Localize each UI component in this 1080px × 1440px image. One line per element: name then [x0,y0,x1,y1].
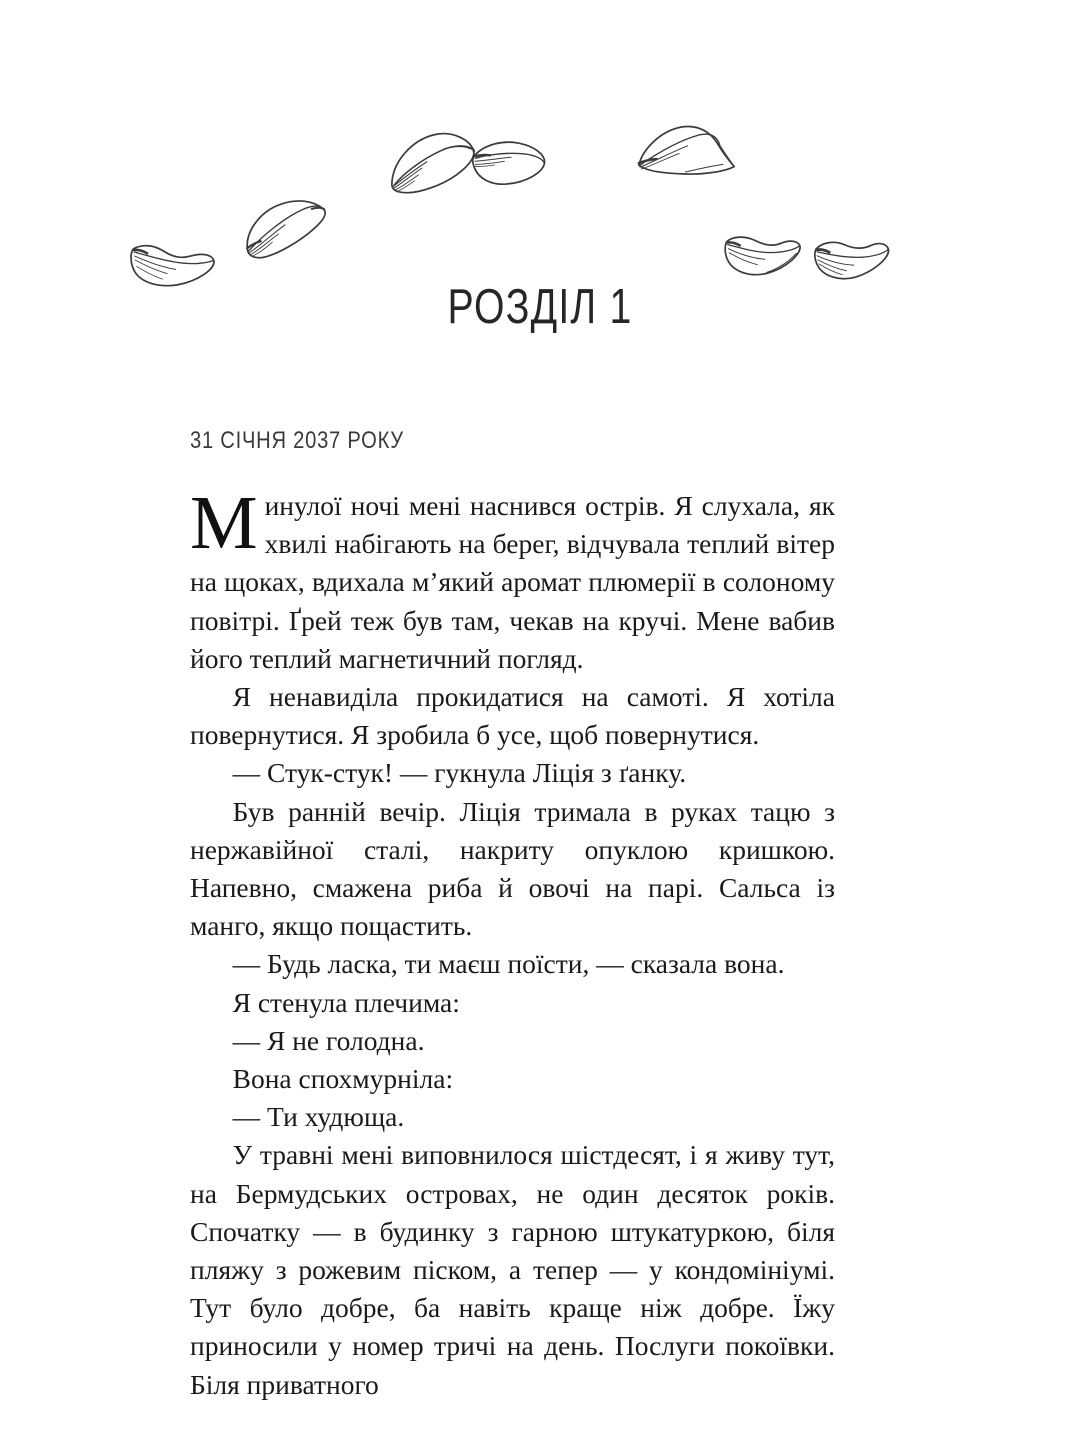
paragraph [190,481,835,678]
chapter-date-line: 31 СІЧНЯ 2037 РОКУ [190,427,404,454]
dialogue-line [190,1060,835,1098]
petal-icon [811,235,891,286]
petal-icon [232,188,338,268]
chapter-title: РОЗДІЛ 1 [447,280,633,334]
dialogue-line [190,1098,835,1136]
dialogue-text: — Я не голодна. [232,1024,425,1056]
petal-icon [632,119,738,184]
paragraph [190,678,835,754]
dialogue-text: Вона спохмурніла: [232,1063,454,1095]
petal-icon [467,133,551,195]
dialogue-text: — Ти худюща. [232,1101,405,1133]
paragraph [190,793,835,946]
chapter-body [190,481,835,1404]
dialogue-line [190,754,835,792]
paragraph-text: Я ненавиділа прокидатися на самоті. Я хотіла повернутися. Я зробила б усе, щоб повернутися. [190,681,835,751]
petal-icon [378,123,484,202]
dialogue-line [190,945,835,983]
petal-ornament-group [0,0,1080,320]
dialogue-text: — Стук-стук! — гукнула Ліція з ґанку. [232,757,687,789]
paragraph-text: У травні мені виповнилося шістдесят, і я живу тут, на Бермудських островах, не один десяток років. Спочатку — в будинку з гарною штукатуркою, біля пляжу з рожевим піском, а тепер — у кондомініумі. Тут було добре, ба навіть краще ніж добре. Їжу приносили у номер тричі на день. Послуги покоївки. Біля приватного [190,1139,835,1400]
paragraph [190,1136,835,1403]
dialogue-text: Я стенула плечима: [232,986,460,1018]
drop-cap: М [190,481,258,565]
dialogue-line [190,984,835,1022]
petal-icon [720,229,803,282]
dialogue-line [190,1022,835,1060]
paragraph-text: инулої ночі мені наснився острів. Я слухала, як хвилі набігають на берег, відчувала теплий вітер на щоках, вдихала м’який аромат плюмерії в солоному повітрі. Ґрей теж був там, чекав на кручі. Мене вабив його теплий магнетичний погляд. [190,490,835,674]
paragraph-text: Був ранній вечір. Ліція тримала в руках тацю з нержавійної сталі, накриту опуклою кришкою. Напевно, смажена риба й овочі на парі. Сальса із манго, якщо пощастить. [190,795,835,942]
dialogue-text: — Будь ласка, ти маєш поїсти, — сказала вона. [232,948,785,980]
